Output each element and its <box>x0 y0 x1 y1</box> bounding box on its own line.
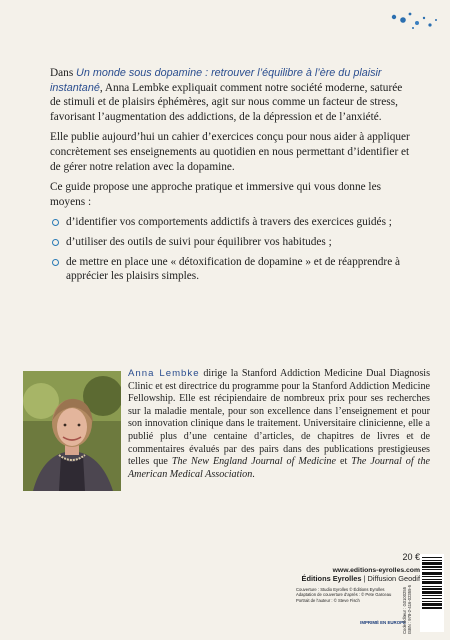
distributor-name: Diffusion Geodif <box>367 574 420 583</box>
isbn-block <box>402 554 444 634</box>
publisher-name <box>260 574 420 583</box>
author-portrait <box>23 371 121 491</box>
author-bio <box>128 368 430 481</box>
book-title-reference: Un monde sous dopamine : retrouver l’équilibre à l’ère du plaisir instantané <box>50 67 382 94</box>
author-name: Anna Lembke <box>128 368 200 379</box>
credit-line: Adaptation de couverture d’après : © Pete Garceau <box>296 592 392 598</box>
credit-line: Couverture : Studio Eyrolles © Éditions Eyrolles <box>296 587 385 592</box>
price: 20 € <box>402 552 420 562</box>
bio-text-3: . <box>252 468 255 480</box>
intro-paragraph-3: Ce guide propose une approche pratique et immersive qui vous donne les moyens : <box>50 181 381 208</box>
image-credits <box>296 587 406 603</box>
decorative-dots <box>390 8 440 34</box>
bullet-dot-icon <box>52 219 59 226</box>
bullet-text: de mettre en place une « détoxification de dopamine » et de réapprendre à apprécier les plaisirs simples. <box>66 255 401 283</box>
intro-p1-start: Dans <box>50 67 77 79</box>
journal-name-2: The Journal of the American Medical Association <box>128 456 430 480</box>
imprim-line: IMPRIMÉ EN EUROPE <box>360 620 406 625</box>
bio-text-2: et <box>335 456 352 468</box>
bullet-text: d’utiliser des outils de suivi pour équilibrer vos habitudes ; <box>66 235 332 248</box>
publisher-separator: | <box>361 574 368 583</box>
publisher-footer <box>260 552 420 583</box>
credit-line: Portrait de l’auteur : © Steve Fisch <box>296 597 360 603</box>
bullet-text: d’identifier vos comportements addictifs à travers des exercices guidés ; <box>66 216 392 229</box>
code-editeur: Code éditeur : G0100255 <box>402 586 407 634</box>
isbn-text <box>402 554 412 634</box>
intro-paragraph-1 <box>50 66 410 124</box>
bullet-dot-icon <box>52 259 59 266</box>
barcode-icon <box>420 554 444 632</box>
intro-p1-rest: , Anna Lembke expliquait comment notre société moderne, saturée de stimuli et de plaisirs éphémères, agit sur nous comme un facteur de stress, favorisant l’augmentation des addictions, de la dépression et de l’anxiété. <box>50 81 403 123</box>
publisher-website: www.editions-eyrolles.com <box>332 567 420 574</box>
isbn-number: ISBN : 978-2-416-02355-5 <box>407 584 412 634</box>
list-item <box>50 235 410 250</box>
list-item <box>50 215 410 230</box>
bullet-dot-icon <box>52 239 59 246</box>
intro-paragraph-2: Elle publie aujourd’hui un cahier d’exercices conçu pour nous aider à appliquer concrètement ses enseignements au quotidien en nous permettant d’identifier et de gérer notre relation avec la dopamine. <box>50 131 410 173</box>
printed-in-europe-mark <box>360 620 406 625</box>
bio-text-1: dirige la Stanford Addiction Medicine Dual Diagnosis Clinic et est directrice du programme pour la Stanford Addiction Medicine Fellowship. Elle est récipiendaire de nombreux prix pour ses recherches sur la maladie mentale, pour son excellence dans l’enseignement et pour son innovation clinique dans le traitement. Universitaire clinicienne, elle a publié plus d’une centaine d’articles, de chapitres de livres et de commentaires évalués par des pairs dans des publications prestigieuses telles que <box>128 368 430 468</box>
journal-name-1: The New England Journal of Medicine <box>171 456 336 468</box>
list-item <box>50 255 410 284</box>
bullet-list <box>50 215 410 283</box>
publisher-bold: Éditions Eyrolles <box>301 574 362 583</box>
intro-text <box>50 66 410 289</box>
